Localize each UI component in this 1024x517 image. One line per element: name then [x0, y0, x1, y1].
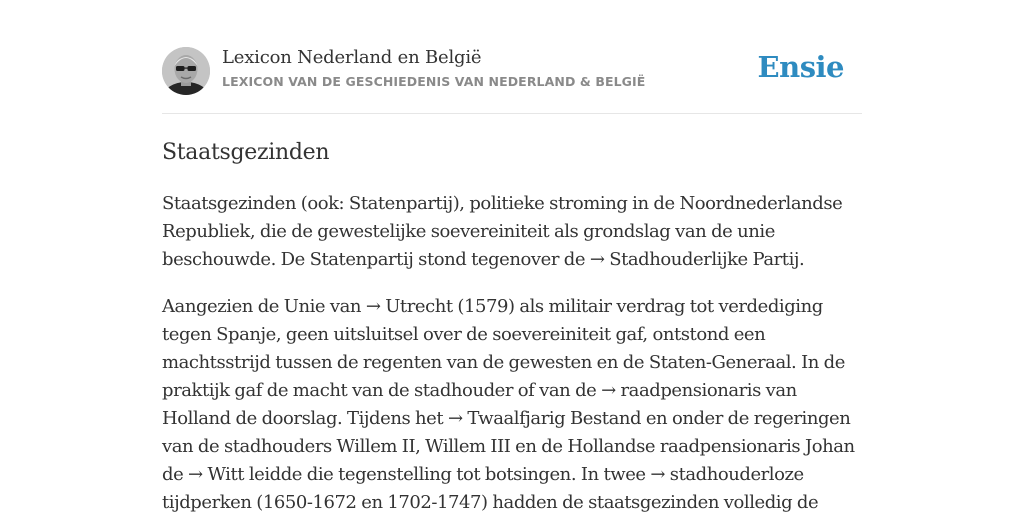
page	[162, 0, 862, 517]
paragraph-text: leidde die tegenstelling tot botsingen. In twee	[244, 464, 651, 485]
header	[162, 0, 862, 114]
link-stadhouderlijke-partij[interactable]: → Stadhouderlijke Partij	[589, 249, 800, 270]
paragraph-text: Aangezien de Unie van	[162, 296, 366, 317]
paragraph-text: van Holland de doorslag. Tijdens het	[162, 380, 797, 429]
author-block	[222, 46, 645, 92]
article-paragraph-1	[162, 190, 862, 274]
avatar-portrait-icon	[162, 47, 210, 95]
paragraph-text: (1579) als militair verdrag tot verdediging tegen Spanje, geen uitsluitsel over de soevereiniteit gaf, ontstond een machtsstrijd tussen de regenten van de gewesten en de Staten-Generaal. In de praktijk gaf de macht van de stadhouder of van de	[162, 296, 845, 401]
author-subtitle: LEXICON VAN DE GESCHIEDENIS VAN NEDERLAND & BELGIË	[222, 74, 646, 89]
link-raadpensionaris[interactable]: → raadpensionaris	[601, 380, 761, 401]
paragraph-text: Staatsgezinden (ook: Statenpartij), politieke stroming in de Noordnederlandse Republiek, die de gewestelijke soevereiniteit als grondslag van de unie beschouwde. De Statenpartij stond tegenover de	[162, 193, 843, 270]
link-stadhouderloze[interactable]: → stadhouderloze	[650, 464, 804, 485]
paragraph-text: tijdperken (1650-1672 en 1702-1747) hadden de staatsgezinden volledig de	[162, 492, 819, 513]
page-title: Staatsgezinden	[162, 140, 330, 165]
article-paragraph-2	[162, 293, 862, 517]
link-witt[interactable]: → Witt	[188, 464, 245, 485]
author-name[interactable]: Lexicon Nederland en België	[222, 47, 482, 68]
ensie-logo[interactable]: Ensie	[757, 50, 844, 84]
avatar[interactable]	[162, 47, 210, 95]
paragraph-text: .	[799, 249, 805, 270]
paragraph-text: en onder de regeringen van de stadhouders Willem II, Willem III en de Hollandse raadpensionaris Johan de	[162, 408, 855, 485]
link-twaalfjarig-bestand[interactable]: → Twaalfjarig Bestand	[447, 408, 642, 429]
link-utrecht[interactable]: → Utrecht	[365, 296, 453, 317]
